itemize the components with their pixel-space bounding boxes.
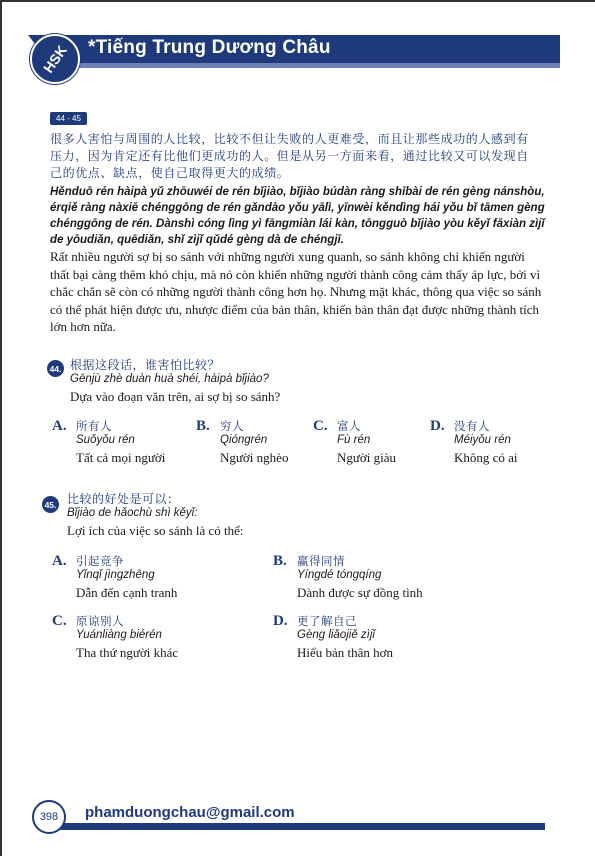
option-pinyin: Yǐnqǐ jìngzhēng xyxy=(76,569,155,581)
footer-bar xyxy=(50,823,545,830)
option-letter: D. xyxy=(430,418,445,434)
option-chinese: 更了解自己 xyxy=(297,614,357,628)
option-letter: C. xyxy=(52,613,67,629)
option-letter: A. xyxy=(52,418,67,434)
page-border-left xyxy=(0,0,2,856)
option-letter: B. xyxy=(196,418,210,434)
option-chinese: 赢得同情 xyxy=(297,554,345,568)
option-pinyin: Suǒyǒu rén xyxy=(76,434,135,446)
option-vietnamese: Không có ai xyxy=(454,450,518,465)
option-chinese: 原谅别人 xyxy=(76,614,124,628)
question-pinyin: Bǐjiào de hǎochù shì kěyǐ: xyxy=(67,507,198,519)
passage-pinyin: Hěnduō rén hàipà yǔ zhōuwéi de rén bǐjiào, bǐjiào búdàn ràng shībài de rén gèng nánshòu, érqiě ràng nàxiē chénggōng de rén gǎndào yǒu yālì, yīnwèi kěndìng hái yǒu bǐ tāmen gèng chénggōng de rén. Dànshì cóng lìng yì fāngmiàn lái kàn, tōngguò bǐjiào yòu kěyǐ fāxiàn zìjǐ de yōudiǎn, quēdiǎn, shǐ zìjǐ qǔdé gèng dà de chéngjī. xyxy=(50,186,545,246)
option-chinese: 引起竞争 xyxy=(76,554,124,568)
option-vietnamese: Dẫn đến cạnh tranh xyxy=(76,585,178,600)
option-vietnamese: Dành được sự đồng tình xyxy=(297,585,423,600)
option-letter: B. xyxy=(273,553,287,569)
footer-email[interactable]: phamduongchau@gmail.com xyxy=(85,804,295,821)
question-vietnamese: Lợi ích của việc so sánh là có thể: xyxy=(67,523,244,538)
option-chinese: 没有人 xyxy=(454,419,490,433)
hsk-badge-text: HSK xyxy=(39,42,71,76)
page-number: 398 xyxy=(32,800,66,834)
option-vietnamese: Tha thứ người khác xyxy=(76,645,179,660)
option-pinyin: Gèng liǎojiě zìjǐ xyxy=(297,629,375,641)
header-title: *Tiếng Trung Dương Châu xyxy=(88,37,331,58)
passage-chinese: 很多人害怕与周围的人比较，比较不但让失败的人更难受，而且让那些成功的人感到有压力，因为肯定还有比他们更成功的人。但是从另一方面来看，通过比较又可以发现自己的优点、缺点，使自己取得更大的成绩。 xyxy=(50,132,529,180)
option-vietnamese: Người nghèo xyxy=(220,450,289,465)
question-pinyin: Gēnjù zhè duàn huà shéi, hàipà bǐjiào? xyxy=(70,373,269,385)
option-letter: C. xyxy=(313,418,328,434)
hsk-badge xyxy=(30,34,80,84)
option-pinyin: Fù rén xyxy=(337,434,371,446)
option-chinese: 所有人 xyxy=(76,419,112,433)
page-border-top xyxy=(0,0,595,2)
option-vietnamese: Hiểu bản thân hơn xyxy=(297,645,394,660)
option-chinese: 穷人 xyxy=(220,419,244,433)
option-letter: A. xyxy=(52,553,67,569)
option-pinyin: Yuánliàng biérén xyxy=(76,629,162,641)
question-range-tag: 44 - 45 xyxy=(50,112,87,125)
question-number-badge: 45. xyxy=(42,496,59,513)
option-chinese: 富人 xyxy=(337,419,361,433)
option-vietnamese: Tất cả mọi người xyxy=(76,450,166,465)
question-chinese: 根据这段话，谁害怕比较？ xyxy=(70,358,221,372)
option-pinyin: Yíngdé tóngqíng xyxy=(297,569,382,581)
option-pinyin: Qióngrén xyxy=(220,434,268,446)
header-underline xyxy=(60,63,560,68)
option-pinyin: Méiyǒu rén xyxy=(454,434,511,446)
option-vietnamese: Người giàu xyxy=(337,450,397,465)
question-number-badge: 44. xyxy=(47,360,64,377)
question-vietnamese: Dựa vào đoạn văn trên, ai sợ bị so sánh? xyxy=(70,389,281,404)
passage-vietnamese: Rất nhiều người sợ bị so sánh với những người xung quanh, so sánh không chỉ khiến người thất bại càng thêm khó chịu, mà nó còn khiến những người thành công cảm thấy áp lực, bởi vì chắc chắn sẽ còn có những người thành công hơn họ. Nhưng mặt khác, thông qua việc so sánh có thể phát hiện được ưu, nhược điểm của bản thân, khiến bản thân đạt được những thành tích lớn hơn nữa. xyxy=(50,249,542,334)
option-letter: D. xyxy=(273,613,288,629)
question-chinese: 比较的好处是可以： xyxy=(67,492,180,506)
